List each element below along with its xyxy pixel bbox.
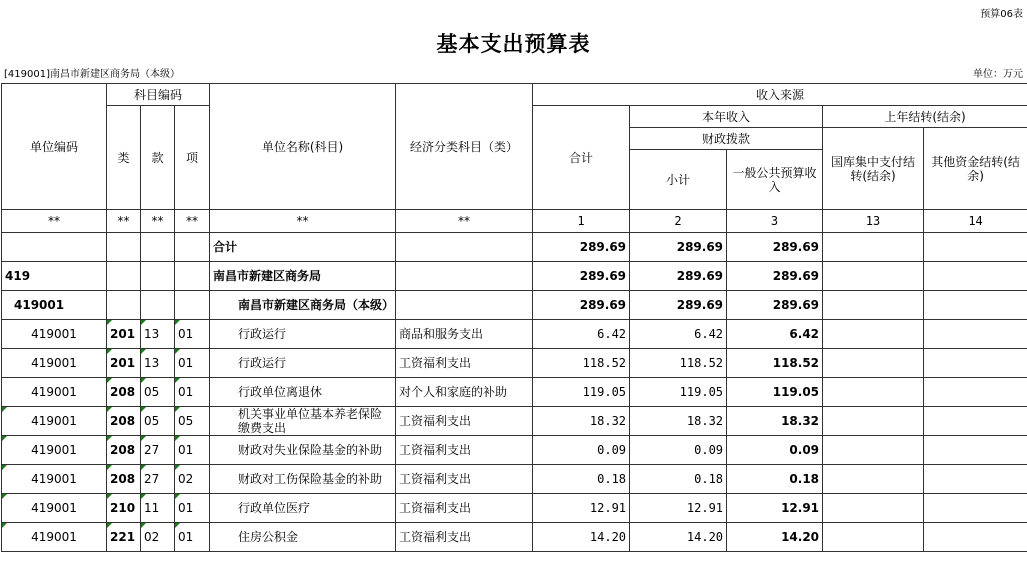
summary-row-unit: [2, 291, 1027, 320]
econ-cell: 对个人和家庭的补助: [396, 378, 533, 407]
item-cell: 01: [175, 494, 210, 523]
sec-cell: 13: [141, 320, 175, 349]
item-cell: 01: [175, 320, 210, 349]
subtotal-cell: 14.20: [630, 523, 727, 552]
general-cell: 14.20: [727, 523, 823, 552]
cat-cell: 208: [107, 378, 141, 407]
table-row: [2, 436, 1027, 465]
table-row: [2, 349, 1027, 378]
index-cell: **: [396, 210, 533, 233]
name-cell: 行政单位医疗: [210, 494, 396, 523]
code-cell: 419: [2, 262, 107, 291]
document-code: 预算06表: [980, 9, 1023, 20]
header-econ-class: 经济分类科目（类）: [396, 84, 533, 210]
header-fiscal: 财政拨款: [630, 128, 823, 150]
index-cell: **: [141, 210, 175, 233]
name-cell: 南昌市新建区商务局: [210, 262, 396, 291]
header-subject-code: 科目编码: [107, 84, 210, 106]
item-cell: 01: [175, 436, 210, 465]
table-row: [2, 494, 1027, 523]
code-cell: 419001: [2, 407, 107, 436]
econ-cell: 工资福利支出: [396, 494, 533, 523]
name-cell: 合计: [210, 233, 396, 262]
subtotal-cell: 0.09: [630, 436, 727, 465]
subtotal-cell: 289.69: [630, 233, 727, 262]
table-row: [2, 378, 1027, 407]
econ-cell: 工资福利支出: [396, 436, 533, 465]
subtotal-cell: 119.05: [630, 378, 727, 407]
sec-cell: 13: [141, 349, 175, 378]
header-income-source: 收入来源: [533, 84, 1027, 106]
total-cell: 18.32: [533, 407, 630, 436]
name-cell: 机关事业单位基本养老保险缴费支出: [210, 407, 396, 436]
general-cell: 18.32: [727, 407, 823, 436]
general-cell: 6.42: [727, 320, 823, 349]
header-other-carry: 其他资金结转(结余): [924, 128, 1027, 210]
name-cell: 行政运行: [210, 320, 396, 349]
table-row: [2, 523, 1027, 552]
header-subtotal: 小计: [630, 150, 727, 210]
code-cell: [2, 233, 107, 262]
index-cell: **: [210, 210, 396, 233]
code-cell: 419001: [2, 523, 107, 552]
sec-cell: 05: [141, 378, 175, 407]
total-cell: 12.91: [533, 494, 630, 523]
subtotal-cell: 289.69: [630, 262, 727, 291]
total-cell: 14.20: [533, 523, 630, 552]
cat-cell: 210: [107, 494, 141, 523]
general-cell: 12.91: [727, 494, 823, 523]
subtotal-cell: 289.69: [630, 291, 727, 320]
sec-cell: 05: [141, 407, 175, 436]
cat-cell: 208: [107, 407, 141, 436]
code-cell: 419001: [2, 436, 107, 465]
item-cell: 01: [175, 378, 210, 407]
econ-cell: 工资福利支出: [396, 523, 533, 552]
index-cell: **: [107, 210, 141, 233]
header-unit-name: 单位名称(科目): [210, 84, 396, 210]
sec-cell: 27: [141, 465, 175, 494]
total-cell: 289.69: [533, 262, 630, 291]
code-cell: 419001: [2, 378, 107, 407]
sec-cell: 02: [141, 523, 175, 552]
index-cell: **: [175, 210, 210, 233]
sec-cell: 27: [141, 436, 175, 465]
index-cell: 14: [924, 210, 1027, 233]
budget-table: [1, 83, 1027, 552]
subtotal-cell: 18.32: [630, 407, 727, 436]
index-row: [2, 210, 1027, 233]
total-cell: 0.18: [533, 465, 630, 494]
header-sec: 款: [141, 106, 175, 210]
table-row: [2, 407, 1027, 436]
item-cell: 02: [175, 465, 210, 494]
code-cell: 419001: [2, 349, 107, 378]
econ-cell: 商品和服务支出: [396, 320, 533, 349]
general-cell: 289.69: [727, 291, 823, 320]
header-cat: 类: [107, 106, 141, 210]
sec-cell: 11: [141, 494, 175, 523]
total-cell: 289.69: [533, 291, 630, 320]
subtotal-cell: 0.18: [630, 465, 727, 494]
name-cell: 财政对工伤保险基金的补助: [210, 465, 396, 494]
cat-cell: 208: [107, 436, 141, 465]
cat-cell: 201: [107, 320, 141, 349]
subtotal-cell: 12.91: [630, 494, 727, 523]
header-general-budget: 一般公共预算收入: [727, 150, 823, 210]
index-cell: 1: [533, 210, 630, 233]
total-cell: 119.05: [533, 378, 630, 407]
econ-cell: 工资福利支出: [396, 465, 533, 494]
table-row: [2, 320, 1027, 349]
item-cell: 01: [175, 349, 210, 378]
total-cell: 6.42: [533, 320, 630, 349]
code-cell: 419001: [2, 494, 107, 523]
currency-unit-label: 单位：万元: [973, 69, 1023, 80]
general-cell: 0.09: [727, 436, 823, 465]
name-cell: 行政单位离退休: [210, 378, 396, 407]
header-item: 项: [175, 106, 210, 210]
econ-cell: 工资福利支出: [396, 407, 533, 436]
name-cell: 南昌市新建区商务局（本级）: [210, 291, 396, 320]
item-cell: 05: [175, 407, 210, 436]
page-title: 基本支出预算表: [436, 31, 591, 56]
code-cell: 419001: [2, 291, 107, 320]
item-cell: 01: [175, 523, 210, 552]
header-treasury-carry: 国库集中支付结转(结余): [823, 128, 924, 210]
unit-code-label: [419001]南昌市新建区商务局（本级）: [4, 69, 180, 80]
index-cell: 13: [823, 210, 924, 233]
index-cell: 2: [630, 210, 727, 233]
subtotal-cell: 6.42: [630, 320, 727, 349]
header-prev-carry: 上年结转(结余): [823, 106, 1027, 128]
code-cell: 419001: [2, 465, 107, 494]
general-cell: 0.18: [727, 465, 823, 494]
header-total: 合计: [533, 106, 630, 210]
index-cell: **: [2, 210, 107, 233]
table-row: [2, 465, 1027, 494]
general-cell: 289.69: [727, 233, 823, 262]
summary-row-total: [2, 233, 1027, 262]
header-unit-code: 单位编码: [2, 84, 107, 210]
name-cell: 财政对失业保险基金的补助: [210, 436, 396, 465]
cat-cell: 208: [107, 465, 141, 494]
cat-cell: 201: [107, 349, 141, 378]
summary-row-department: [2, 262, 1027, 291]
code-cell: 419001: [2, 320, 107, 349]
cat-cell: 221: [107, 523, 141, 552]
name-cell: 行政运行: [210, 349, 396, 378]
header-current-income: 本年收入: [630, 106, 823, 128]
econ-cell: 工资福利支出: [396, 349, 533, 378]
total-cell: 289.69: [533, 233, 630, 262]
general-cell: 118.52: [727, 349, 823, 378]
index-cell: 3: [727, 210, 823, 233]
general-cell: 289.69: [727, 262, 823, 291]
total-cell: 0.09: [533, 436, 630, 465]
name-cell: 住房公积金: [210, 523, 396, 552]
total-cell: 118.52: [533, 349, 630, 378]
subtotal-cell: 118.52: [630, 349, 727, 378]
general-cell: 119.05: [727, 378, 823, 407]
